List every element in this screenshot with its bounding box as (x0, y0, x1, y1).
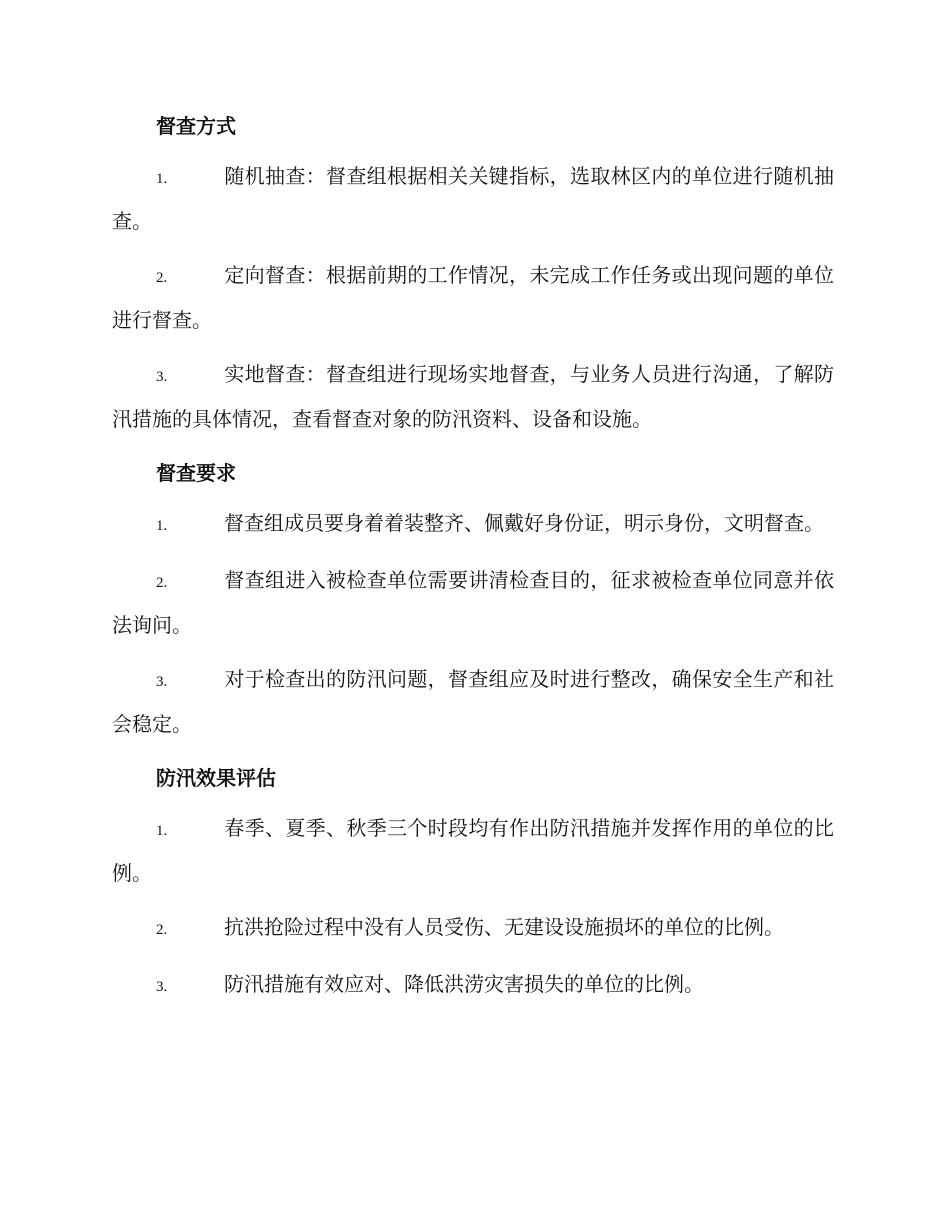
list-item (112, 963, 834, 1008)
list-item (112, 155, 834, 242)
section-heading-supervision-requirements: 督查要求 (156, 461, 236, 485)
item-number: 2. (156, 270, 168, 286)
list-item (112, 254, 834, 341)
list-item (112, 559, 834, 646)
item-text: 春季、夏季、秋季三个时段均有作出防汛措施并发挥作用的单位的比例。 (112, 816, 834, 885)
list-item (112, 353, 834, 440)
list-item (112, 906, 834, 951)
item-number: 1. (156, 518, 168, 534)
item-text: 随机抽查：督查组根据相关关键指标，选取林区内的单位进行随机抽查。 (112, 164, 834, 233)
item-number: 1. (156, 171, 168, 187)
item-number: 2. (156, 922, 168, 938)
item-text: 督查组进入被检查单位需要讲清检查目的，征求被检查单位同意并依法询问。 (112, 568, 834, 637)
list-item (112, 658, 834, 745)
item-number: 3. (156, 369, 168, 385)
list-item (112, 807, 834, 894)
document-body (112, 105, 834, 1020)
item-text: 定向督查：根据前期的工作情况，未完成工作任务或出现问题的单位进行督查。 (112, 263, 834, 332)
item-number: 1. (156, 823, 168, 839)
list-item (112, 502, 834, 547)
item-text: 防汛措施有效应对、降低洪涝灾害损失的单位的比例。 (224, 972, 704, 996)
item-text: 实地督查：督查组进行现场实地督查，与业务人员进行沟通，了解防汛措施的具体情况，查看督查对象的防汛资料、设备和设施。 (112, 362, 834, 431)
item-text: 对于检查出的防汛问题，督查组应及时进行整改，确保安全生产和社会稳定。 (112, 667, 834, 736)
item-text: 抗洪抢险过程中没有人员受伤、无建设设施损坏的单位的比例。 (224, 915, 784, 939)
item-number: 3. (156, 674, 168, 690)
item-number: 2. (156, 575, 168, 591)
item-number: 3. (156, 979, 168, 995)
section-heading-supervision-methods: 督查方式 (156, 114, 236, 138)
item-text: 督查组成员要身着着装整齐、佩戴好身份证，明示身份，文明督查。 (224, 511, 824, 535)
section-heading-flood-control-evaluation: 防汛效果评估 (156, 766, 276, 790)
